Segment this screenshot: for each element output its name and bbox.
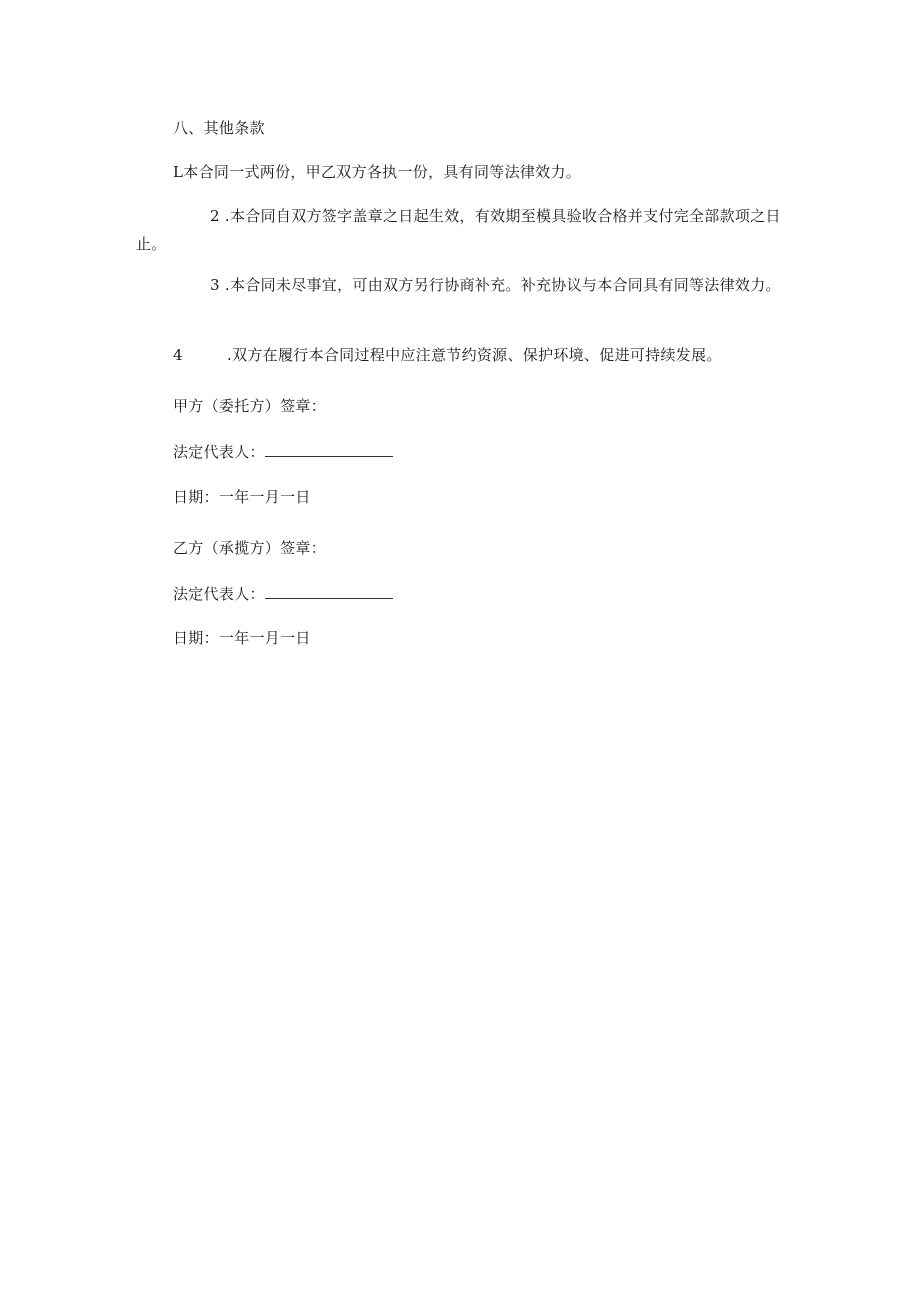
party-a-representative-blank[interactable] [265, 442, 393, 457]
party-b-representative-label: 法定代表人： [173, 585, 265, 603]
party-b-representative-row [173, 584, 393, 604]
party-a-sign-label: 甲方（委托方）签章： [173, 397, 327, 415]
party-b-representative-blank[interactable] [265, 584, 393, 599]
clause-1-text: 本合同一式两份，甲乙双方各执一份，具有同等法律效力。 [183, 163, 582, 181]
clause-3-number: 3 [210, 276, 220, 294]
party-a-representative-label: 法定代表人： [173, 443, 265, 461]
party-a-date-label: 日期：一年一月一日 [173, 488, 311, 506]
party-a-representative-row [173, 442, 393, 462]
clause-2 [136, 202, 790, 258]
clause-2-text: .本合同自双方签字盖章之日起生效，有效期至模具验收合格并支付完全部款项之日止。 [136, 207, 781, 253]
clause-2-number: 2 [210, 207, 220, 225]
clause-4 [173, 345, 722, 365]
clause-1 [173, 162, 581, 182]
clause-1-number: L [173, 163, 184, 181]
clause-3-text: .本合同未尽事宜，可由双方另行协商补充。补充协议与本合同具有同等法律效力。 [224, 276, 781, 294]
section-heading: 八、其他条款 [173, 119, 265, 137]
clause-3 [136, 271, 790, 299]
clause-4-text: .双方在履行本合同过程中应注意节约资源、保护环境、促进可持续发展。 [227, 346, 722, 364]
party-b-date-label: 日期：一年一月一日 [173, 629, 311, 647]
clause-4-number: 4 [173, 346, 183, 364]
party-b-sign-label: 乙方（承揽方）签章： [173, 539, 327, 557]
